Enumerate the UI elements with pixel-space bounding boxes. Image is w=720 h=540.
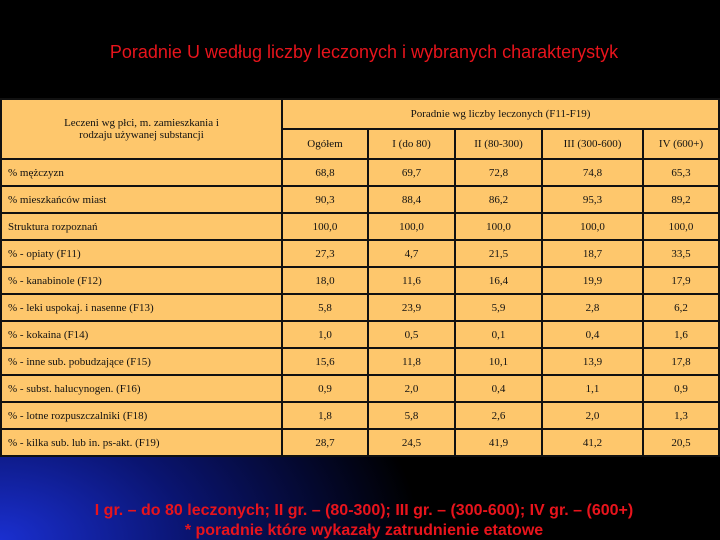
table-cell: 1,1 — [542, 375, 643, 402]
table-row — [1, 240, 719, 267]
table-cell: 2,6 — [455, 402, 542, 429]
table-cell: 2,0 — [542, 402, 643, 429]
table-cell: 100,0 — [542, 213, 643, 240]
table-cell: 41,9 — [455, 429, 542, 456]
column-header: IV (600+) — [643, 129, 719, 159]
table-row — [1, 321, 719, 348]
column-header: Ogółem — [282, 129, 368, 159]
table-cell: 15,6 — [282, 348, 368, 375]
row-label: % - subst. halucynogen. (F16) — [1, 375, 282, 402]
table-cell: 88,4 — [368, 186, 455, 213]
table-cell: 1,6 — [643, 321, 719, 348]
table-cell: 1,3 — [643, 402, 719, 429]
table-cell: 41,2 — [542, 429, 643, 456]
table-row — [1, 375, 719, 402]
table-cell: 20,5 — [643, 429, 719, 456]
slide-title: Poradnie U według liczby leczonych i wybranych charakterystyk — [109, 42, 619, 62]
table-cell: 0,1 — [455, 321, 542, 348]
table-cell: 24,5 — [368, 429, 455, 456]
table-cell: 90,3 — [282, 186, 368, 213]
table-cell: 95,3 — [542, 186, 643, 213]
table-cell: 19,9 — [542, 267, 643, 294]
table-cell: 27,3 — [282, 240, 368, 267]
table-cell: 0,4 — [542, 321, 643, 348]
table-cell: 100,0 — [455, 213, 542, 240]
table-cell: 100,0 — [282, 213, 368, 240]
row-label: % - lotne rozpuszczalniki (F18) — [1, 402, 282, 429]
table-cell: 89,2 — [643, 186, 719, 213]
table-cell: 1,8 — [282, 402, 368, 429]
table-row — [1, 186, 719, 213]
table-cell: 68,8 — [282, 159, 368, 186]
table-row — [1, 294, 719, 321]
table-cell: 0,9 — [282, 375, 368, 402]
table-cell: 100,0 — [643, 213, 719, 240]
table-cell: 10,1 — [455, 348, 542, 375]
row-label: % - kokaina (F14) — [1, 321, 282, 348]
table-cell: 74,8 — [542, 159, 643, 186]
row-label: % - leki uspokaj. i nasenne (F13) — [1, 294, 282, 321]
corner-header: Leczeni wg płci, m. zamieszkania i rodzaju używanej substancji — [1, 99, 282, 159]
table-cell: 21,5 — [455, 240, 542, 267]
table-cell: 1,0 — [282, 321, 368, 348]
table-row — [1, 159, 719, 186]
row-label: Struktura rozpoznań — [1, 213, 282, 240]
table-cell: 2,8 — [542, 294, 643, 321]
footer-legend: I gr. – do 80 leczonych; II gr. – (80-300); III gr. – (300-600); IV gr. – (600+) — [94, 502, 634, 519]
table-row — [1, 429, 719, 456]
table-cell: 4,7 — [368, 240, 455, 267]
table-cell: 0,4 — [455, 375, 542, 402]
table-cell: 11,6 — [368, 267, 455, 294]
group-header: Poradnie wg liczby leczonych (F11-F19) — [282, 99, 719, 129]
table-cell: 2,0 — [368, 375, 455, 402]
table-cell: 18,7 — [542, 240, 643, 267]
table-cell: 13,9 — [542, 348, 643, 375]
footer-note: * poradnie które wykazały zatrudnienie etatowe — [184, 522, 544, 539]
row-label: % - inne sub. pobudzające (F15) — [1, 348, 282, 375]
table-cell: 17,8 — [643, 348, 719, 375]
table-cell: 5,9 — [455, 294, 542, 321]
table-cell: 86,2 — [455, 186, 542, 213]
row-label: % - kilka sub. lub in. ps-akt. (F19) — [1, 429, 282, 456]
table-cell: 23,9 — [368, 294, 455, 321]
table-cell: 33,5 — [643, 240, 719, 267]
column-header: II (80-300) — [455, 129, 542, 159]
column-header: III (300-600) — [542, 129, 643, 159]
table-cell: 6,2 — [643, 294, 719, 321]
table-row — [1, 348, 719, 375]
table-row — [1, 402, 719, 429]
table-row — [1, 267, 719, 294]
row-label: % - opiaty (F11) — [1, 240, 282, 267]
row-label: % mężczyzn — [1, 159, 282, 186]
table-cell: 65,3 — [643, 159, 719, 186]
table-cell: 11,8 — [368, 348, 455, 375]
table-cell: 5,8 — [282, 294, 368, 321]
table-cell: 28,7 — [282, 429, 368, 456]
table-cell: 0,9 — [643, 375, 719, 402]
table-cell: 69,7 — [368, 159, 455, 186]
table-cell: 16,4 — [455, 267, 542, 294]
column-header: I (do 80) — [368, 129, 455, 159]
table-cell: 72,8 — [455, 159, 542, 186]
table-cell: 17,9 — [643, 267, 719, 294]
row-label: % - kanabinole (F12) — [1, 267, 282, 294]
table-cell: 18,0 — [282, 267, 368, 294]
table-cell: 100,0 — [368, 213, 455, 240]
row-label: % mieszkańców miast — [1, 186, 282, 213]
table-cell: 5,8 — [368, 402, 455, 429]
data-table — [0, 98, 720, 457]
table-row — [1, 213, 719, 240]
table-cell: 0,5 — [368, 321, 455, 348]
